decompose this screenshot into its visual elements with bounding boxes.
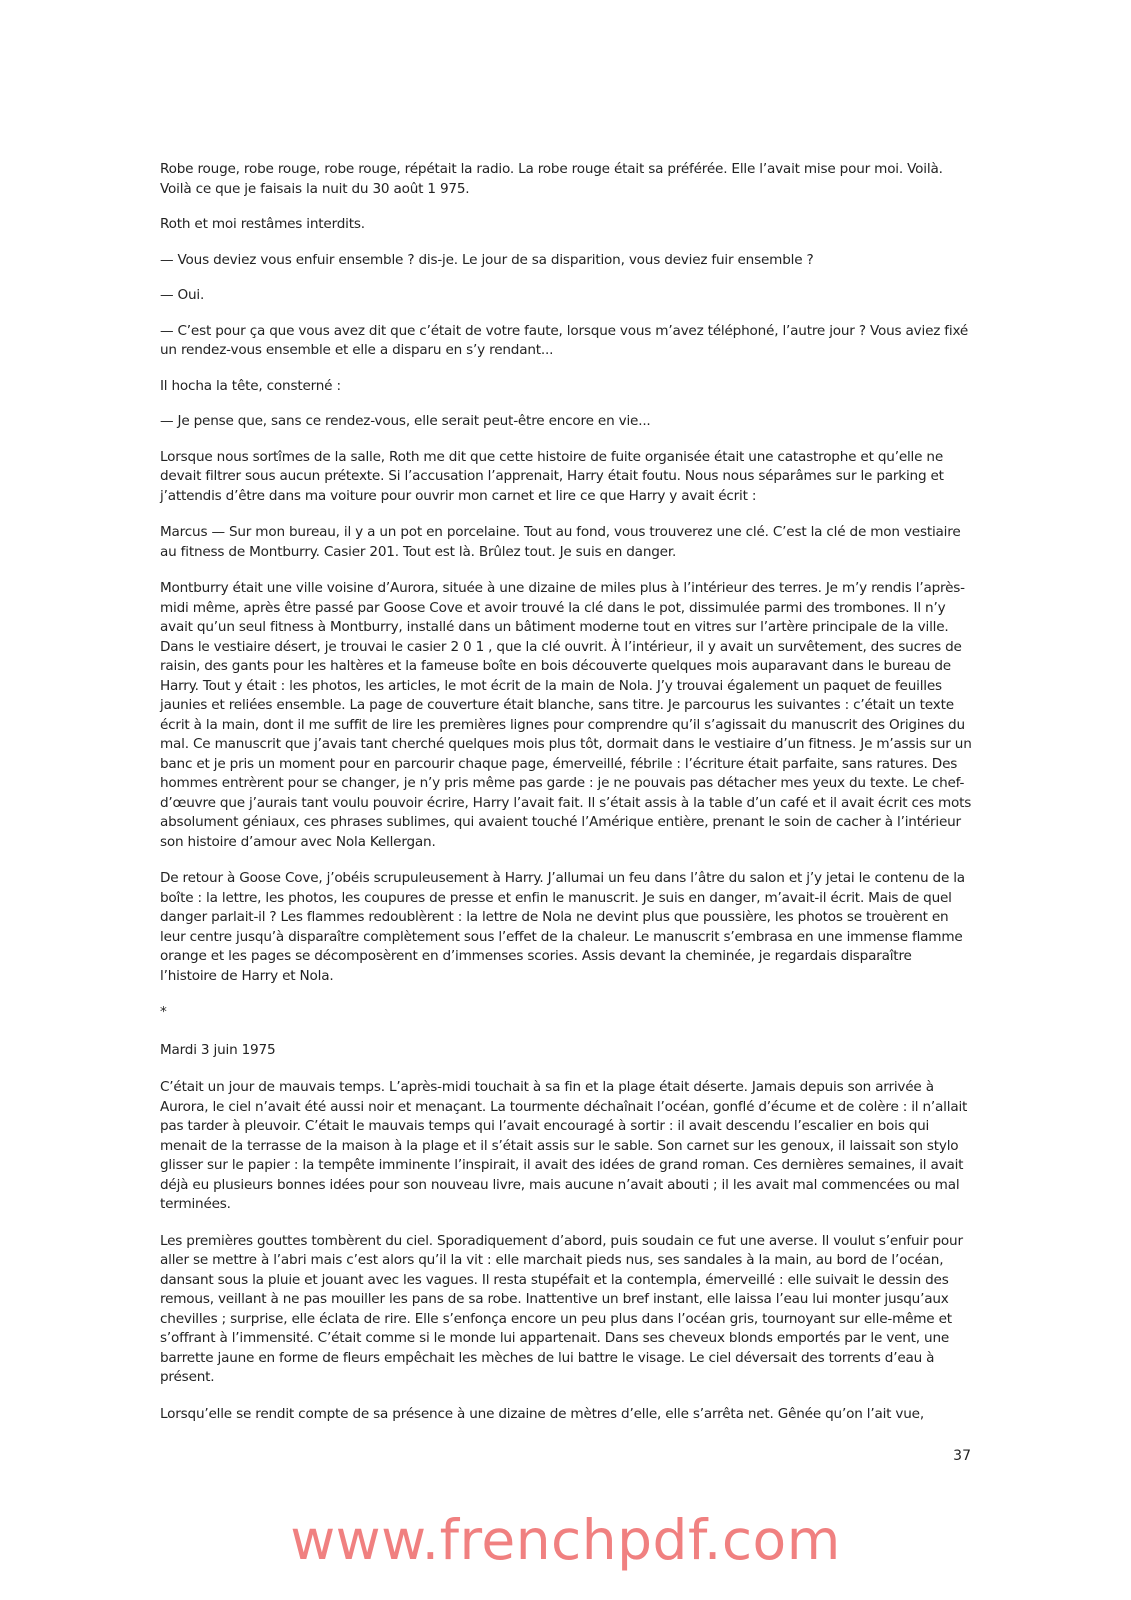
paragraph: Lorsque nous sortîmes de la salle, Roth me dit que cette histoire de fuite organisée était une catastrophe et qu’elle ne devait filtrer sous aucun prétexte. Si l’accusation l’apprenait, Harry était foutu. Nous nous séparâmes sur le parking et j’attendis d’être dans ma voiture pour ouvrir mon carnet et lire ce que Harry y avait écrit : (160, 448, 944, 504)
paragraph: Montburry était une ville voisine d’Aurora, située à une dizaine de miles plus à l’intérieur des terres. Je m’y rendis l’après-midi même, après être passé par Goose Cove et avoir trouvé la clé dans le pot, dissimulée parmi des trombones. Il n’y avait qu’un seul fitness à Montburry, installé dans un bâtiment moderne tout en vitres sur l’artère principale de la ville. Dans le vestiaire désert, je trouvai le casier 2 0 1 , que la clé ouvrit. À l’intérieur, il y avait un survêtement, des sucres de raisin, des gants pour les haltères et la fameuse boîte en bois découverte quelques mois auparavant dans le bureau de Harry. Tout y était : les photos, les articles, le mot écrit de la main de Nola. J’y trouvai également un paquet de feuilles jaunies et reliées ensemble. La page de couverture était blanche, sans titre. Je parcourus les suivantes : c’était un texte écrit à la main, dont il me suffit de lire les premières lignes pour comprendre qu’il s’agissait du manuscrit des Origines du mal. Ce manuscrit que j’avais tant cherché quelques mois plus tôt, dormait dans le vestiaire d’un fitness. Je m’assis sur un banc et je pris un moment pour en parcourir chaque page, émerveillé, fébrile : l’écriture était parfaite, sans ratures. Des hommes entrèrent pour se changer, je n’y pris même pas garde : je ne pouvais pas détacher mes yeux du texte. Le chef-d’œuvre que j’aurais tant voulu pouvoir écrire, Harry l’avait fait. Il s’était assis à la table d’un café et il avait écrit ces mots absolument géniaux, ces phrases sublimes, qui avaient touché l’Amérique entière, prenant le soin de cacher à l’intérieur son histoire d’amour avec Nola Kellergan. (160, 580, 972, 850)
page-number: 37 (953, 1448, 971, 1464)
paragraph: De retour à Goose Cove, j’obéis scrupuleusement à Harry. J’allumai un feu dans l’âtre du salon et j’y jetai le contenu de la boîte : la lettre, les photos, les coupures de presse et enfin le manuscrit. Je suis en danger, m’avait-il écrit. Mais de quel danger parlait-il ? Les flammes redoublèrent : la lettre de Nola ne devint plus que poussière, les photos se trouèrent en leur centre jusqu’à disparaître complètement sous l’effet de la chaleur. Le manuscrit s’embrasa en une immense flamme orange et les pages se décomposèrent en d’immenses scories. Assis devant la cheminée, je regardais disparaître l’histoire de Harry et Nola. (160, 870, 965, 984)
watermark: www.frenchpdf.com (290, 1508, 841, 1572)
paragraph: Lorsqu’elle se rendit compte de sa présence à une dizaine de mètres d’elle, elle s’arrêta net. Gênée qu’on l’ait vue, (160, 1405, 924, 1422)
dialogue-line: — Je pense que, sans ce rendez-vous, elle serait peut-être encore en vie... (160, 413, 651, 429)
dialogue-line: — Vous deviez vous enfuir ensemble ? dis-je. Le jour de sa disparition, vous deviez fuir ensemble ? (160, 251, 814, 268)
paragraph: Il hocha la tête, consterné : (160, 377, 341, 394)
paragraph: Roth et moi restâmes interdits. (160, 216, 365, 232)
dialogue-line: — Oui. (160, 287, 205, 303)
section-date-heading: Mardi 3 juin 1975 (160, 1041, 276, 1058)
paragraph: Robe rouge, robe rouge, robe rouge, répétait la radio. La robe rouge était sa préférée. Elle l’avait mise pour moi. Voilà. Voilà ce que je faisais la nuit du 30 août 1 975. (160, 161, 943, 197)
dialogue-line: — C’est pour ça que vous avez dit que c’était de votre faute, lorsque vous m’avez téléphoné, l’autre jour ? Vous aviez fixé un rendez-vous ensemble et elle a disparu en s’y rendant... (160, 322, 969, 358)
paragraph: Les premières gouttes tombèrent du ciel. Sporadiquement d’abord, puis soudain ce fut une averse. Il voulut s’enfuir pour aller se mettre à l’abri mais c’est alors qu’il la vit : elle marchait pieds nus, ses sandales à la main, au bord de l’océan, dansant sous la pluie et jouant avec les vagues. Il resta stupéfait et la contempla, émerveillé : elle suivait le dessin des remous, veillant à ne pas mouiller les pans de sa robe. Inattentive un bref instant, elle laissa l’eau lui monter jusqu’aux chevilles ; surprise, elle éclata de rire. Elle s’enfonça encore un peu plus dans l’océan gris, tournoyant sur elle-même et s’offrant à l’immensité. C’était comme si le monde lui appartenait. Dans ses cheveux blonds emportés par le vent, une barrette jaune en forme de fleurs empêchait les mèches de lui battre le visage. Le ciel déversait des torrents d’eau à présent. (160, 1232, 963, 1385)
document-body (160, 160, 972, 1440)
section-separator: * (160, 1004, 167, 1020)
paragraph: C’était un jour de mauvais temps. L’après-midi touchait à sa fin et la plage était déserte. Jamais depuis son arrivée à Aurora, le ciel n’avait été aussi noir et menaçant. La tourmente déchaînait l’océan, gonflé d’écume et de colère : il n’allait pas tarder à pleuvoir. C’était le mauvais temps qui l’avait encouragé à sortir : il avait descendu l’escalier en bois qui menait de la terrasse de la maison à la plage et il s’était assis sur le sable. Son carnet sur les genoux, il laissait son stylo glisser sur le papier : la tempête imminente l’inspirait, il avait des idées de grand roman. Ces dernières semaines, il avait déjà eu plusieurs bonnes idées pour son nouveau livre, mais aucune n’avait abouti ; il les avait mal commencées ou mal terminées. (160, 1079, 968, 1212)
note-paragraph: Marcus — Sur mon bureau, il y a un pot en porcelaine. Tout au fond, vous trouverez une clé. C’est la clé de mon vestiaire au fitness de Montburry. Casier 201. Tout est là. Brûlez tout. Je suis en danger. (160, 524, 961, 560)
